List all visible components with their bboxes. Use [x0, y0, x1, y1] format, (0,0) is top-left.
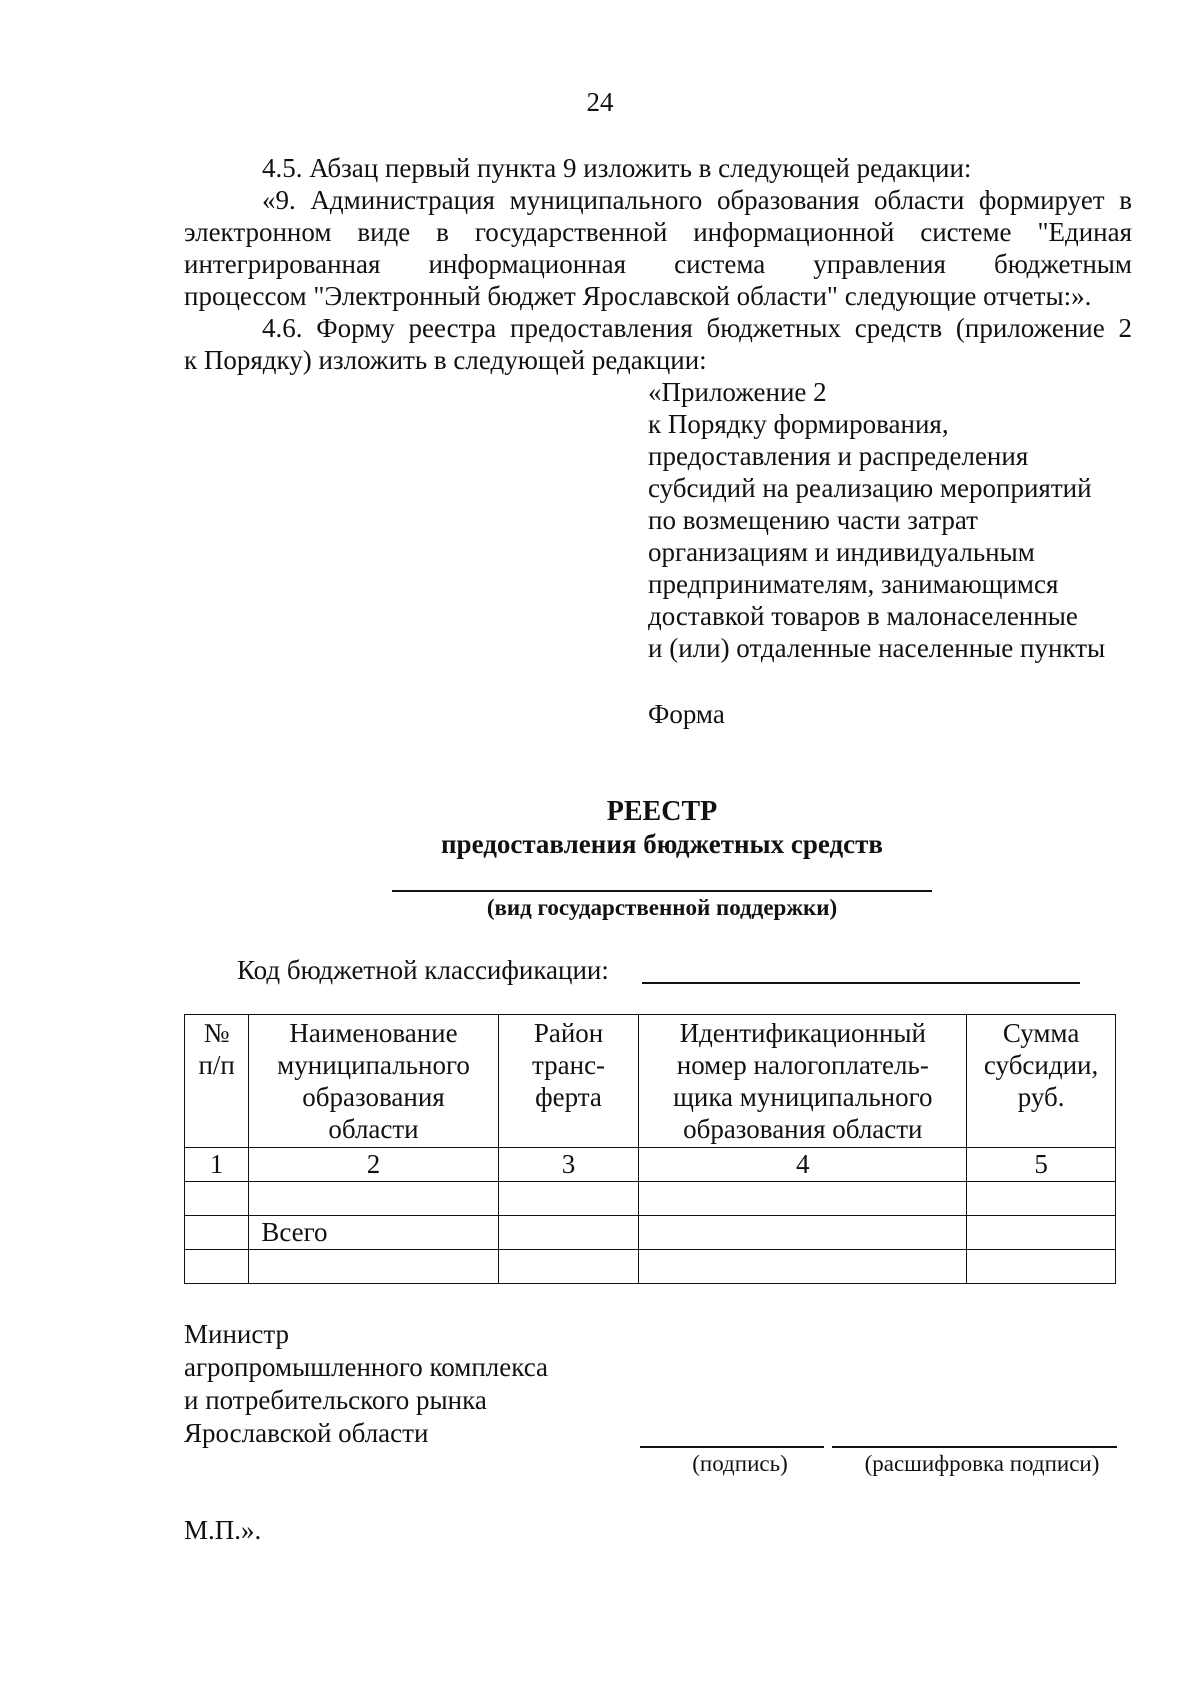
paragraph-9-line-1: «9. Администрация муниципального образования области формирует в — [262, 185, 1132, 215]
stamp-label: М.П.». — [184, 1515, 262, 1545]
column-number-cell: 1 — [185, 1148, 249, 1182]
appendix-heading — [648, 376, 1168, 664]
table-header-row — [185, 1015, 1116, 1148]
table-cell — [639, 1250, 967, 1284]
header-cell-number: № п/п — [185, 1015, 249, 1148]
signer-line: Министр — [184, 1319, 289, 1349]
table-cell — [249, 1250, 498, 1284]
table-cell — [967, 1216, 1116, 1250]
appendix-line: организациям и индивидуальным — [648, 537, 1035, 567]
table-cell — [967, 1250, 1116, 1284]
signature-caption: (подпись) — [692, 1451, 788, 1476]
paragraph-9-line-4: процессом "Электронный бюджет Ярославской области" следующие отчеты:». — [184, 281, 1092, 311]
column-number-cell: 4 — [639, 1148, 967, 1182]
signer-line: Ярославской области — [184, 1418, 429, 1448]
table-row — [185, 1250, 1116, 1284]
table-cell — [639, 1216, 967, 1250]
registry-title: РЕЕСТР — [606, 796, 718, 827]
appendix-line: доставкой товаров в малонаселенные — [648, 601, 1078, 631]
column-number-cell: 2 — [249, 1148, 498, 1182]
column-number-row — [185, 1148, 1116, 1182]
paragraph-9-line-2: электронном виде в государственной информационной системе "Единая — [184, 217, 1132, 247]
paragraph-4-6-line-1: 4.6. Форму реестра предоставления бюджетных средств (приложение 2 — [262, 313, 1132, 343]
header-cell-municipality: Наименование муниципального образования области — [249, 1015, 498, 1148]
table-cell — [498, 1182, 639, 1216]
signature-decode-caption: (расшифровка подписи) — [864, 1451, 1100, 1476]
table-cell — [498, 1216, 639, 1250]
table-cell — [639, 1182, 967, 1216]
table-cell — [967, 1182, 1116, 1216]
appendix-line: к Порядку формирования, — [648, 409, 949, 439]
form-label: Форма — [648, 699, 725, 729]
table-cell — [498, 1250, 639, 1284]
column-number-cell: 5 — [967, 1148, 1116, 1182]
header-cell-taxpayer-id: Идентификационный номер налогоплатель- щика муниципального образования области — [639, 1015, 967, 1148]
total-row — [185, 1216, 1116, 1250]
signer-line: агропромышленного комплекса — [184, 1352, 548, 1382]
header-cell-subsidy-amount: Сумма субсидии, руб. — [967, 1015, 1116, 1148]
appendix-line: по возмещению части затрат — [648, 505, 978, 535]
appendix-line: «Приложение 2 — [648, 377, 827, 407]
support-type-caption: (вид государственной поддержки) — [486, 895, 838, 920]
page-number: 24 — [586, 87, 614, 117]
column-number-cell: 3 — [498, 1148, 639, 1182]
signer-block — [184, 1318, 548, 1450]
total-label: Всего — [249, 1216, 498, 1250]
registry-subtitle: предоставления бюджетных средств — [441, 829, 883, 859]
appendix-line: предоставления и распределения — [648, 441, 1029, 471]
table-cell — [185, 1216, 249, 1250]
paragraph-4-6-line-2: к Порядку) изложить в следующей редакции: — [184, 345, 707, 375]
paragraph-9-line-3: интегрированная информационная система управления бюджетным — [184, 249, 1132, 279]
kbk-label: Код бюджетной классификации: — [237, 955, 609, 985]
appendix-line: предпринимателям, занимающимся — [648, 569, 1059, 599]
appendix-line: и (или) отдаленные населенные пункты — [648, 633, 1106, 663]
table-cell — [185, 1182, 249, 1216]
table-cell — [185, 1250, 249, 1284]
table-cell — [249, 1182, 498, 1216]
header-cell-transfer-district: Район транс- ферта — [498, 1015, 639, 1148]
registry-table — [184, 1014, 1116, 1284]
table-row — [185, 1182, 1116, 1216]
signer-line: и потребительского рынка — [184, 1385, 487, 1415]
paragraph-4-5: 4.5. Абзац первый пункта 9 изложить в следующей редакции: — [262, 153, 972, 183]
appendix-line: субсидий на реализацию мероприятий — [648, 473, 1092, 503]
kbk-blank-line — [642, 982, 1080, 984]
